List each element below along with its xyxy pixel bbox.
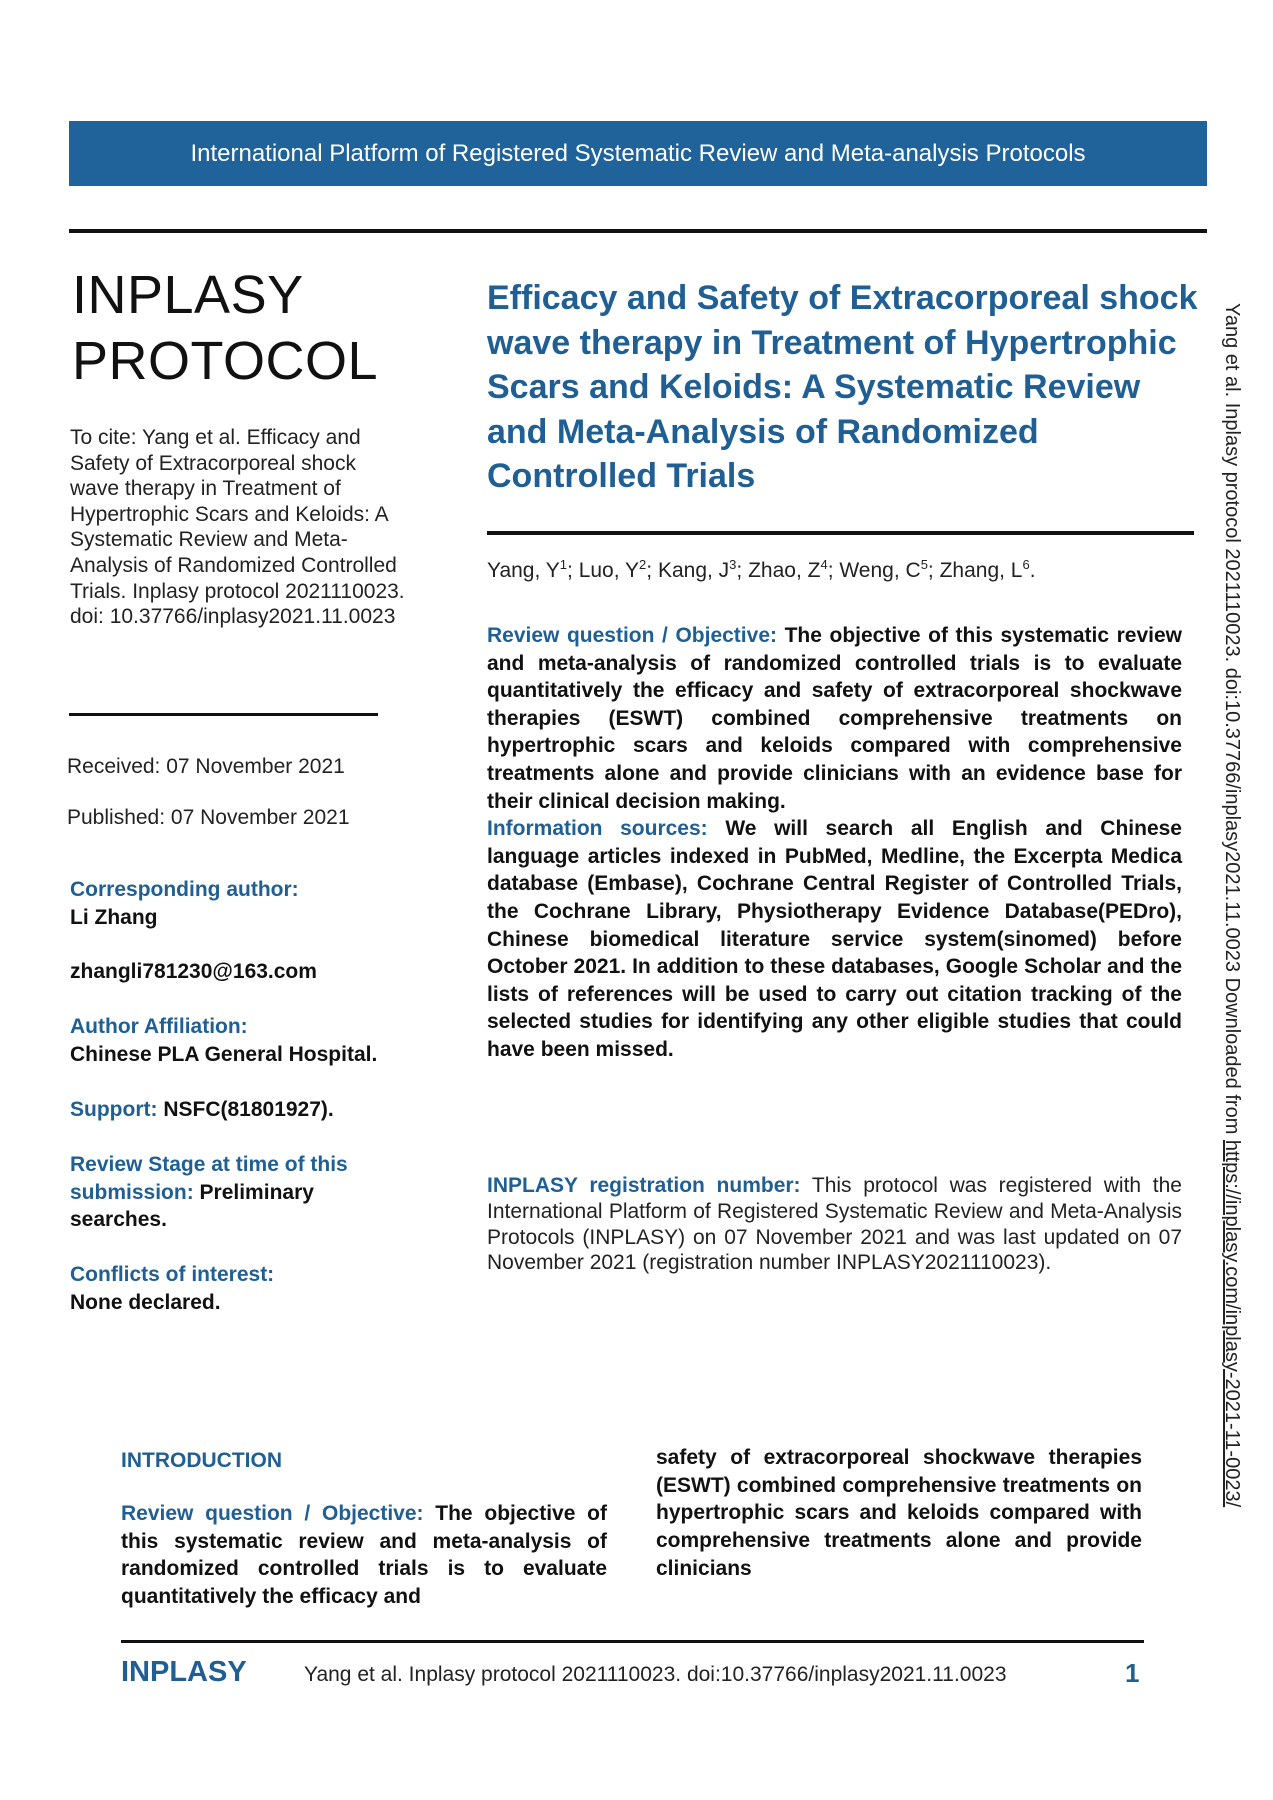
objective-text: The objective of this systematic review and meta-analysis of randomized controlled trials is to evaluate quantitatively the efficacy and safety of extracorporeal shockwave therapies (ESWT) combined comprehensive treatments on hypertrophic scars and keloids compared with comprehensive treatments alone and provide clinicians with an evidence base for their clinical decision making. xyxy=(487,624,1182,813)
support xyxy=(70,1096,430,1124)
inplasy-protocol-heading xyxy=(72,262,378,394)
intro-objective-label: Review question / Objective: xyxy=(121,1502,424,1525)
conflicts-value: None declared. xyxy=(70,1290,221,1314)
author-affiliation-number: 3 xyxy=(729,557,737,572)
author-list: Yang, $Y^1$; Luo, $Y^2$; Kang, $J^3$; Zhao, $Z^4$; Weng, $C^5$; Zhang, $L^6$. xyxy=(487,557,1036,582)
objective-label: Review question / Objective: xyxy=(487,624,777,647)
download-link[interactable]: https://inplasy.com/inplasy-2021-11-0023/ xyxy=(1221,1139,1243,1508)
author-affiliation-number: 6 xyxy=(1022,557,1030,572)
vertical-note-text: Yang et al. Inplasy protocol 2021110023. doi:10.37766/inplasy2021.11.0023 Downloaded from xyxy=(1221,303,1243,1140)
conflicts-label: Conflicts of interest: xyxy=(70,1263,275,1286)
support-label: Support: xyxy=(70,1098,158,1121)
author-email[interactable]: zhangli781230@163.com xyxy=(70,960,317,983)
author-name: Zhao, $Z^4$ xyxy=(748,557,828,582)
published-date: Published: 07 November 2021 xyxy=(67,806,350,829)
author-name: Yang, $Y^1$ xyxy=(487,557,568,582)
author-name: Luo, $Y^2$ xyxy=(578,557,647,582)
title-rule xyxy=(487,531,1194,535)
brand-line-2: PROTOCOL xyxy=(72,331,379,391)
author-name: Kang, $J^3$ xyxy=(657,557,737,582)
introduction-heading: INTRODUCTION xyxy=(121,1449,282,1472)
registration-text: This protocol was registered with the International Platform of Registered Systematic Review and Meta-Analysis Protocols (INPLASY) on 07 November 2021 and was last updated on 07 November 2021 (registration number INPLASY2021110023). xyxy=(487,1174,1182,1275)
author-affiliation xyxy=(70,1013,430,1068)
author-name: Weng, $C^5$ xyxy=(839,557,928,582)
review-stage xyxy=(70,1151,410,1234)
author-affiliation-number: 4 xyxy=(820,557,828,572)
sources-paragraph xyxy=(487,815,1182,1063)
support-value: NSFC(81801927). xyxy=(163,1098,334,1121)
author-affiliation-number: 5 xyxy=(920,557,928,572)
received-date: Received: 07 November 2021 xyxy=(67,755,345,778)
registration-label: INPLASY registration number: xyxy=(487,1174,801,1197)
page-number: 1 xyxy=(1125,1658,1140,1688)
brand-line-1: INPLASY xyxy=(72,265,304,325)
affiliation-value: Chinese PLA General Hospital. xyxy=(70,1042,378,1066)
footer-rule xyxy=(121,1640,1144,1643)
sidebar-rule xyxy=(69,713,378,716)
top-rule xyxy=(69,229,1207,233)
sources-text: We will search all English and Chinese language articles indexed in PubMed, Medline, the Excerpta Medica database (Embase), Cochrane Central Register of Controlled Trials, the Cochrane Library, Physiotherapy Evidence Database(PEDro), Chinese biomedical literature service system(sinomed) before October 2021. In addition to these databases, Google Scholar and the lists of references will be used to carry out citation tracking of the selected studies for identifying any other eligible studies that could have been missed. xyxy=(487,817,1182,1061)
conflicts-of-interest xyxy=(70,1261,430,1316)
intro-left-text: The objective of this systematic review and meta-analysis of randomized controlled trials is to evaluate quantitatively the efficacy and xyxy=(121,1502,607,1609)
header-banner: International Platform of Registered Systematic Review and Meta-analysis Protocols xyxy=(69,121,1207,186)
footer-brand: INPLASY xyxy=(121,1656,247,1688)
review-stage-value: Preliminary searches. xyxy=(70,1180,314,1231)
author-name: Zhang, $L^6$ xyxy=(939,557,1030,582)
intro-left-column xyxy=(121,1500,607,1611)
review-stage-label: Review Stage at time of this submission: xyxy=(70,1153,348,1204)
footer-citation: Yang et al. Inplasy protocol 2021110023. doi:10.37766/inplasy2021.11.0023 xyxy=(304,1663,1007,1686)
affiliation-label: Author Affiliation: xyxy=(70,1015,248,1038)
author-affiliation-number: 2 xyxy=(639,557,647,572)
author-affiliation-number: 1 xyxy=(559,557,568,572)
intro-right-column: safety of extracorporeal shockwave therapies (ESWT) combined comprehensive treatments on hypertrophic scars and keloids compared with comprehensive treatments alone and provide clinicians xyxy=(656,1446,1142,1580)
registration-paragraph xyxy=(487,1173,1182,1276)
corresponding-name: Li Zhang xyxy=(70,905,158,929)
objective-paragraph xyxy=(487,622,1182,815)
sources-label: Information sources: xyxy=(487,817,708,841)
vertical-download-note xyxy=(1220,303,1243,1507)
corresponding-label: Corresponding author: xyxy=(70,878,299,901)
paper-title: Efficacy and Safety of Extracorporeal shock wave therapy in Treatment of Hypertrophic Scars and Keloids: A Systematic Review and Meta-Analysis of Randomized Controlled Trials xyxy=(487,279,1198,496)
corresponding-author xyxy=(70,876,430,931)
citation-text: To cite: Yang et al. Efficacy and Safety of Extracorporeal shock wave therapy in Treatment of Hypertrophic Scars and Keloids: A Systematic Review and Meta-Analysis of Randomized Controlled Trials. Inplasy protocol 2021110023. doi: 10.37766/inplasy2021.11.0023 xyxy=(70,426,405,629)
abstract xyxy=(487,622,1182,1064)
